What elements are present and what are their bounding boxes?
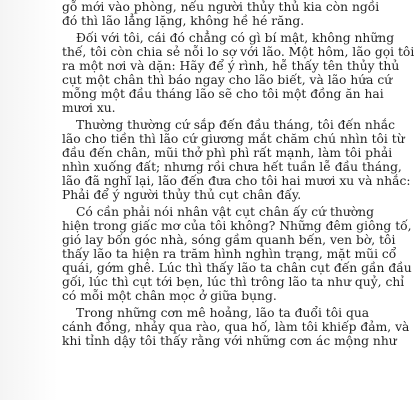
text-line: đầu đến chân, mũi thở phì phì rất mạnh, làm tôi phải: [62, 146, 393, 160]
text-line: hiện trong giấc mơ của tôi không? Những đêm giông tố,: [62, 219, 412, 233]
page-gutter-shadow: [0, 0, 58, 400]
text-line: gối, lúc thì cụt tới bẹn, lúc thì trông lão ta như quỷ, chỉ: [62, 275, 405, 289]
text-line: gió lay bốn góc nhà, sóng gầm quanh bến, ven bờ, tôi: [62, 233, 396, 247]
text-line: mươi xu.: [62, 101, 116, 115]
text-line: Thường thường cứ sắp đến đầu tháng, tôi đến nhắc: [76, 118, 395, 132]
text-line: ra một nơi và dặn: Hãy để ý rình, hễ thấy tên thủy thủ: [62, 59, 400, 73]
paragraph: [62, 306, 410, 348]
text-line: nhìn xuống đất; nhưng rồi chưa hết tuần lễ đầu tháng,: [62, 160, 402, 174]
paragraph: [62, 118, 411, 202]
text-line: gỗ mới vào phòng, nếu người thủy thủ kia còn ngồi: [62, 0, 380, 14]
text-line: khi tỉnh dậy tôi thấy rằng với những cơn ác mộng như: [62, 334, 397, 348]
text-line: đó thì lão lẳng lặng, không hề hé răng.: [62, 14, 305, 28]
text-line: Đối với tôi, cái đó chẳng có gì bí mật, không những: [76, 31, 395, 45]
text-line: lão đã nghĩ lại, lão đến đưa cho tôi hai mươi xu và nhắc:: [62, 174, 411, 188]
text-line: quái, gớm ghê. Lúc thì thấy lão ta chân cụt đến gần đầu: [62, 261, 412, 275]
text-line: lão cho tiền thì lão cứ giương mắt chăm chú nhìn tôi từ: [62, 132, 405, 146]
paragraph: [62, 0, 380, 28]
text-line: cánh đồng, nhảy qua rào, qua hố, làm tôi khiếp đảm, và: [62, 320, 410, 334]
text-line: Trong những cơn mê hoảng, lão ta đuổi tôi qua: [76, 306, 370, 320]
text-line: thế, tôi còn chia sẻ nỗi lo sợ với lão. Một hôm, lão gọi tôi: [62, 45, 414, 59]
text-column: [62, 0, 414, 348]
paragraph: [62, 31, 414, 115]
text-line: cụt một chân thì báo ngay cho lão biết, và lão hứa cứ: [62, 73, 393, 87]
text-line: mỗng một đầu tháng lão sẽ cho tôi một đồng ăn hai: [62, 87, 384, 101]
text-line: Phải để ý người thủy thủ cụt chân đấy.: [62, 188, 302, 202]
text-line: có mỗi một chân mọc ở giữa bụng.: [62, 289, 277, 303]
text-line: Có cần phải nói nhân vật cụt chân ấy cứ thường: [76, 205, 374, 219]
text-line: thấy lão ta hiện ra trăm hình nghìn trạng, mặt mũi cổ: [62, 247, 397, 261]
paragraph: [62, 205, 412, 303]
